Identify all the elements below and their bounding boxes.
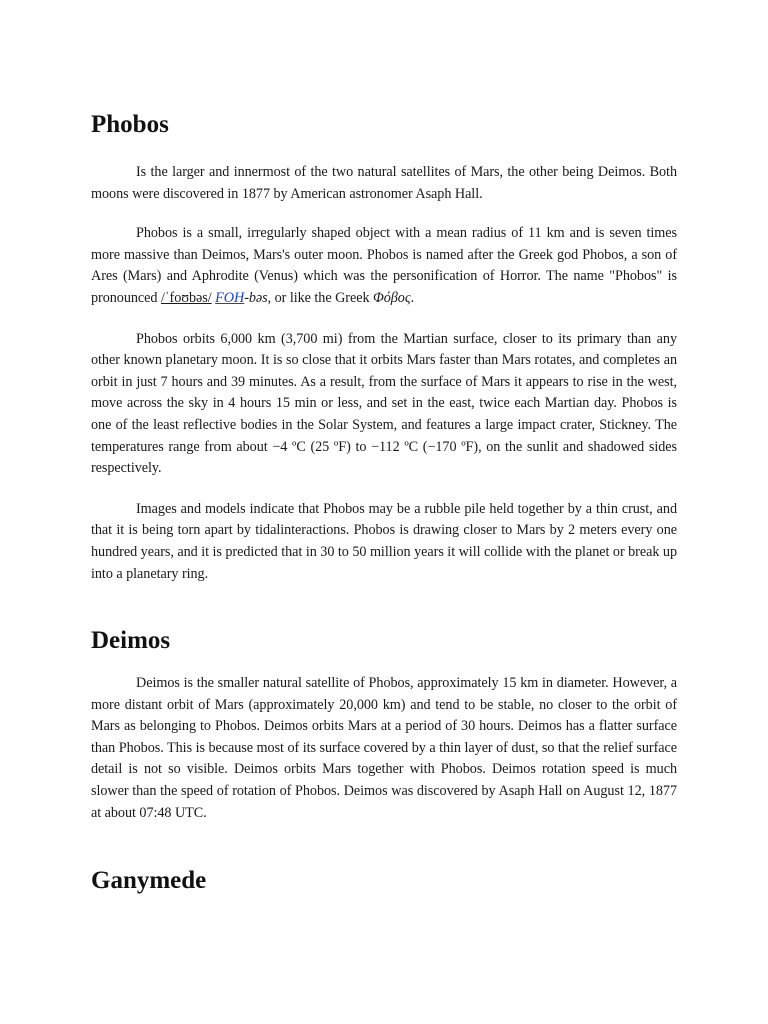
greek-name: Φόβος [373,289,411,306]
document-body [91,108,677,898]
phobos-paragraph-fate: Images and models indicate that Phobos may be a rubble pile held together by a thin crust, and that it is being torn apart by tidalinteractions. Phobos is drawing closer to Mars by 2 meters every one hundred years, and it is predicted that in 30 to 50 million years it will collide with the planet or break up into a planetary ring. [91,500,677,582]
heading-ganymede: Ganymede [91,867,207,895]
phobos-description-end: . [410,289,415,306]
heading-phobos: Phobos [91,111,169,138]
phobos-description-mid: , or like the Greek [267,289,373,306]
deimos-paragraph: Deimos is the smaller natural satellite of Phobos, approximately 15 km in diameter. However, a more distant orbit of Mars (approximately 20,000 km) and tend to be stable, no closer to the orbit of Mars as belonging to Phobos. Deimos orbits Mars at a period of 30 hours. Deimos has a flatter surface than Phobos. This is because most of its surface covered by a thin layer of dust, so that the relief surface detail is not so visible. Deimos orbits Mars together with Phobos. Deimos rotation speed is much slower than the speed of rotation of Phobos. Deimos was discovered by Asaph Hall on August 12, 1877 at about 07:48 UTC. [91,675,677,821]
heading-deimos: Deimos [91,627,171,655]
pronunciation-ipa[interactable]: /ˈfoʊbəs/ [160,289,212,306]
phobos-paragraph-intro: Is the larger and innermost of the two natural satellites of Mars, the other being Deimos. Both moons were discovered in 1877 by American astronomer Asaph Hall. [91,164,677,202]
phobos-description-text: Phobos is a small, irregularly shaped object with a mean radius of 11 km and is seven times more massive than Deimos, Mars's outer moon. Phobos is named after the Greek god Phobos, a son of Ares (Mars) and Aphrodite (Venus) which was the personification of Horror. The name "Phobos" is pronounced [91,225,677,306]
pronunciation-respelling-link[interactable]: FOH [215,289,245,306]
pronunciation-respelling [215,290,267,306]
pronunciation-respelling-rest: -bəs [244,289,268,306]
phobos-paragraph-orbit: Phobos orbits 6,000 km (3,700 mi) from the Martian surface, closer to its primary than any other known planetary moon. It is so close that it orbits Mars faster than Mars rotates, and completes an orbit in just 7 hours and 39 minutes. As a result, from the surface of Mars it appears to rise in the west, move across the sky in 4 hours 15 min or less, and set in the east, twice each Martian day. Phobos is one of the least reflective bodies in the Solar System, and features a large impact crater, Stickney. The temperatures range from about −4 ºC (25 ºF) to −112 ºC (−170 ºF), on the sunlit and shadowed sides respectively. [91,330,677,477]
phobos-paragraph-description [91,223,677,309]
